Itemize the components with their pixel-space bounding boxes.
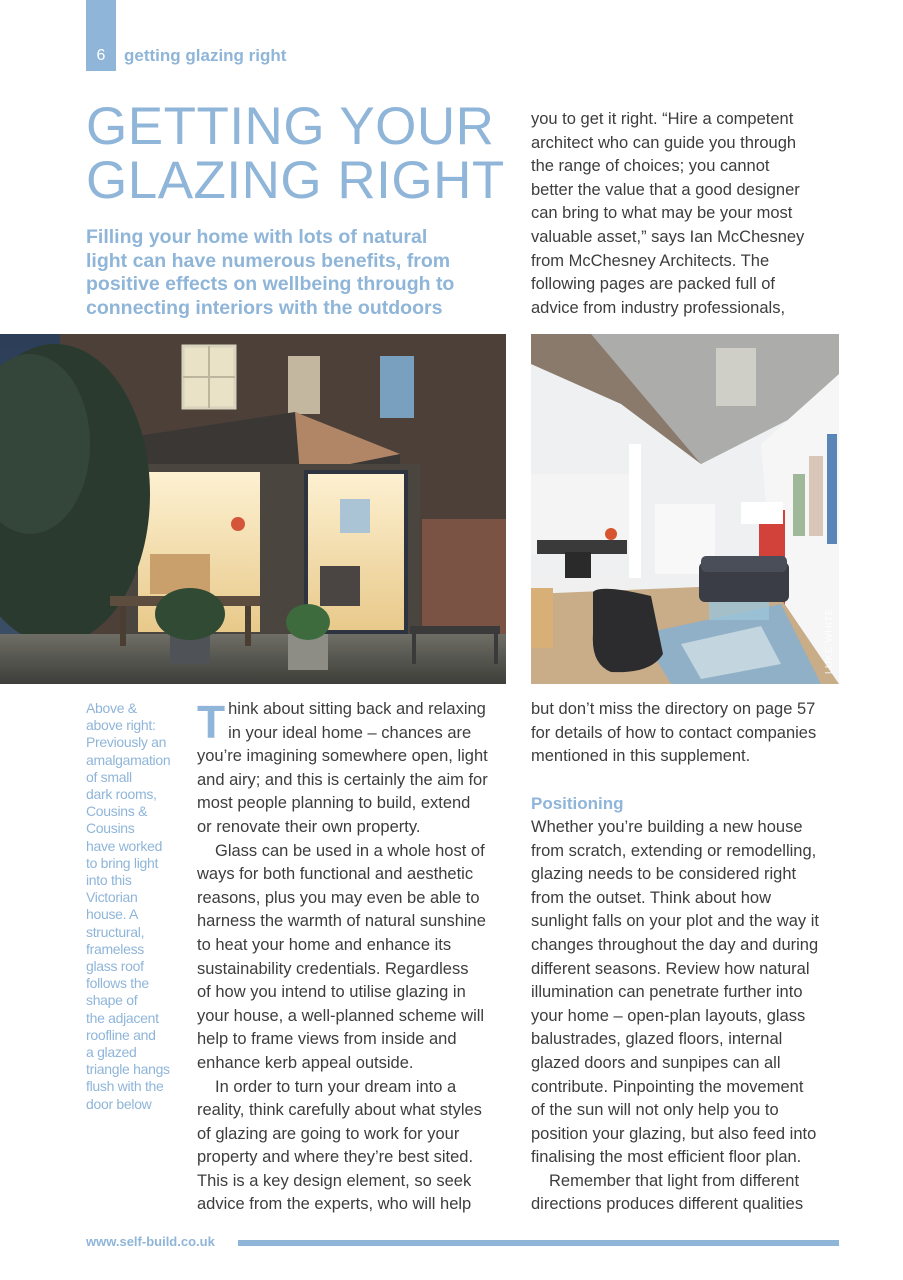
caption-line: house. A [86, 906, 139, 923]
text-line: of the sun will not only help you to [531, 1101, 779, 1120]
headline-line: GLAZING RIGHT [86, 151, 505, 210]
photo-house-exterior [0, 334, 506, 684]
text-line: to heat your home and enhance its [197, 935, 452, 954]
text-line: In order to turn your dream into a [215, 1077, 457, 1096]
standfirst [86, 226, 506, 320]
text-line: balustrades, glazed floors, internal [531, 1030, 783, 1049]
caption-line: Cousins & [86, 803, 148, 820]
text-line: your house, a well-planned scheme will [197, 1006, 485, 1025]
text-line: changes throughout the day and during [531, 935, 819, 954]
caption-line: have worked [86, 837, 163, 854]
caption-line: structural, [86, 923, 145, 940]
text-line: This is a key design element, so seek [197, 1171, 472, 1190]
caption-line: to bring light [86, 854, 159, 871]
paragraph [531, 1170, 851, 1217]
text-line: better the value that a good designer [531, 180, 800, 199]
interior-illustration [531, 334, 839, 684]
text-line: reality, think carefully about what styles [197, 1101, 482, 1120]
standfirst-line: light can have numerous benefits, from [86, 249, 451, 272]
paragraph [197, 840, 512, 1076]
text-line: most people planning to build, extend [197, 794, 471, 813]
top-right-column [531, 108, 851, 320]
text-line: Glass can be used in a whole host of [215, 841, 485, 860]
caption-line: Above & [86, 700, 137, 716]
section-label: getting glazing right [124, 46, 287, 65]
text-line: mentioned in this supplement. [531, 747, 751, 766]
text-line: different seasons. Review how natural [531, 959, 810, 978]
caption-line: Victorian [86, 889, 138, 906]
text-line: glazing needs to be considered right [531, 865, 797, 884]
footer-rule [238, 1240, 839, 1246]
text-line: can bring to what may be your most [531, 204, 793, 223]
caption-line: shape of [86, 992, 138, 1009]
text-line: Whether you’re building a new house [531, 817, 803, 836]
caption-line: flush with the [86, 1078, 164, 1095]
text-line: illumination can penetrate further into [531, 983, 803, 1002]
photo-interior [531, 334, 839, 684]
text-line: but don’t miss the directory on page 57 [531, 700, 816, 718]
caption-line: Previously an [86, 734, 167, 751]
text-line: following pages are packed full of [531, 275, 775, 294]
standfirst-line: Filling your home with lots of natural [86, 226, 428, 248]
opening-paragraph [197, 698, 512, 840]
text-line: directions produces different qualities [531, 1195, 804, 1214]
caption-line: into this [86, 872, 132, 889]
caption-line: triangle hangs [86, 1061, 170, 1078]
text-line: you to get it right. “Hire a competent [531, 110, 794, 128]
middle-column [197, 698, 512, 1217]
standfirst-line: positive effects on wellbeing through to [86, 273, 455, 295]
paragraph [531, 816, 851, 1170]
house-exterior-illustration [0, 334, 506, 684]
text-line: from McChesney Architects. The [531, 251, 770, 270]
standfirst-line: connecting interiors with the outdoors [86, 296, 443, 319]
text-line: of glazing are going to work for your [197, 1124, 460, 1143]
drop-cap: T [197, 696, 226, 748]
paragraph [197, 1076, 512, 1218]
caption-line: roofline and [86, 1026, 156, 1043]
text-line: from the outset. Think about how [531, 888, 771, 907]
text-line: the range of choices; you cannot [531, 157, 770, 176]
article-headline [86, 97, 516, 210]
text-line: advice from the experts, who will help [197, 1195, 472, 1214]
text-line: from scratch, extending or remodelling, [531, 841, 817, 860]
caption-line: Cousins [86, 820, 135, 837]
text-line: hink about sitting back and relaxing [228, 700, 486, 718]
text-line: glazed doors and sunpipes can all [531, 1053, 781, 1072]
caption-line: amalgamation [86, 751, 171, 768]
text-line: sustainability credentials. Regardless [197, 959, 469, 978]
text-line: for details of how to contact companies [531, 723, 817, 742]
page-number-tab [86, 0, 116, 71]
text-line: contribute. Pinpointing the movement [531, 1077, 804, 1096]
page-number: 6 [96, 47, 106, 64]
text-line: or renovate their own property. [197, 817, 421, 836]
text-line: reasons, plus you may even be able to [197, 888, 480, 907]
caption-line: above right: [86, 717, 156, 734]
text-line: help to frame views from inside and [197, 1030, 457, 1049]
text-line: of how you intend to utilise glazing in [197, 983, 466, 1002]
headline-line: GETTING YOUR [86, 97, 495, 156]
text-line: finalising the most efficient floor plan. [531, 1148, 802, 1167]
caption-line: frameless [86, 940, 144, 957]
paragraph [531, 698, 851, 769]
text-line: harness the warmth of natural sunshine [197, 912, 486, 931]
caption-line: follows the [86, 975, 149, 992]
text-line: position your glazing, but also feed into [531, 1124, 817, 1143]
caption-line: of small [86, 768, 132, 785]
photo-credit: LUKE WHITE [824, 607, 835, 674]
caption-line: glass roof [86, 958, 144, 975]
text-line: sunlight falls on your plot and the way it [531, 912, 820, 931]
text-line: in your ideal home – chances are [228, 723, 472, 742]
text-line: enhance kerb appeal outside. [197, 1053, 414, 1072]
subheading-positioning: Positioning [531, 794, 624, 814]
text-line: advice from industry professionals, [531, 298, 786, 317]
text-line: property and where they’re best sited. [197, 1148, 474, 1167]
text-line: valuable asset,” says Ian McChesney [531, 227, 805, 246]
text-line: ways for both functional and aesthetic [197, 865, 474, 884]
caption-line: a glazed [86, 1044, 137, 1061]
text-line: architect who can guide you through [531, 133, 797, 152]
caption-line: the adjacent [86, 1009, 159, 1026]
text-line: Remember that light from different [549, 1171, 800, 1190]
caption-line: door below [86, 1095, 152, 1112]
text-line: and airy; and this is certainly the aim for [197, 770, 488, 789]
right-column [531, 698, 851, 1217]
footer-website-link[interactable]: www.self-build.co.uk [86, 1234, 215, 1249]
photo-caption [86, 700, 181, 1113]
text-line: your home – open-plan layouts, glass [531, 1006, 806, 1025]
text-line: you’re imagining somewhere open, light [197, 747, 488, 766]
caption-line: dark rooms, [86, 786, 157, 803]
